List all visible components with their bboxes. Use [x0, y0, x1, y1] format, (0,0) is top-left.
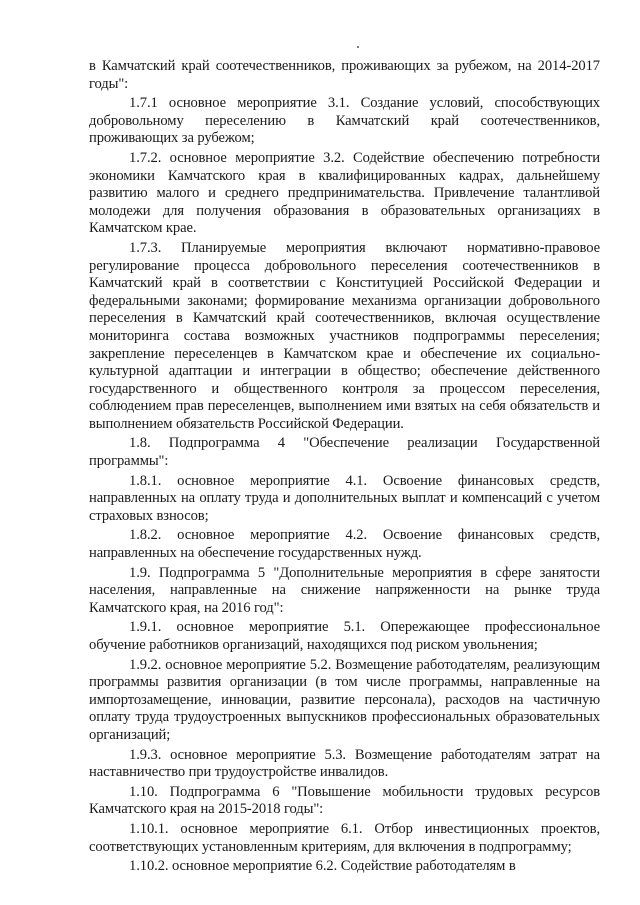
paragraph-1-10-1: 1.10.1. основное мероприятие 6.1. Отбор инвестиционных проектов, соответствующих установленным критериям, для включения в подпрограмму;	[89, 820, 600, 855]
paragraph-1-10: 1.10. Подпрограмма 6 "Повышение мобильности трудовых ресурсов Камчатского края на 2015-2018 годы":	[89, 783, 600, 818]
scan-speck	[357, 46, 359, 48]
paragraph-1-9-3: 1.9.3. основное мероприятие 5.3. Возмещение работодателям затрат на наставничество при трудоустройстве инвалидов.	[89, 746, 600, 781]
paragraph-1-8: 1.8. Подпрограмма 4 "Обеспечение реализации Государственной программы":	[89, 435, 600, 470]
paragraph-1-8-2: 1.8.2. основное мероприятие 4.2. Освоение финансовых средств, направленных на обеспечение государственных нужд.	[89, 527, 600, 562]
paragraph-1-9-2: 1.9.2. основное мероприятие 5.2. Возмещение работодателям, реализующим программы развития организации (в том числе программы, направленные на импортозамещение, инновации, развитие персонала), расходов на частичную оплату труда трудоустроенных выпускников профессиональных образовательных организаций;	[89, 656, 600, 743]
paragraph-1-7-3: 1.7.3. Планируемые мероприятия включают нормативно-правовое регулирование процесса добровольного переселения соотечественников в Камчатский край в соответствии с Конституцией Российской Федерации и федеральными законами; формирование механизма организации добровольного переселения в Камчатский край соотечественников, включая осуществление мониторинга состава возможных участников подпрограммы переселения; закрепление переселенцев в Камчатском крае и обеспечение их социально-культурной адаптации и интеграции в общество; обеспечение действенного государственного и общественного контроля за процессом переселения, соблюдением прав переселенцев, выполнением ими взятых на себя обязательств и выполнением обязательств Российской Федерации.	[89, 239, 600, 432]
paragraph-1-8-1: 1.8.1. основное мероприятие 4.1. Освоение финансовых средств, направленных на оплату труда и дополнительных выплат и компенсаций с учетом страховых взносов;	[89, 472, 600, 524]
paragraph-1-10-2: 1.10.2. основное мероприятие 6.2. Содействие работодателям в	[129, 858, 516, 875]
paragraph-1-7-2: 1.7.2. основное мероприятие 3.2. Содействие обеспечению потребности экономики Камчатского края в квалифицированных кадрах, дальнейшему развитию малого и среднего предпринимательства. Привлечение талантливой молодежи для получения образования в образовательных организациях в Камчатском крае.	[89, 149, 600, 237]
paragraph-1-9-1: 1.9.1. основное мероприятие 5.1. Опережающее профессиональное обучение работников организаций, находящихся под риском увольнения;	[89, 619, 600, 653]
paragraph-1-9: 1.9. Подпрограмма 5 "Дополнительные мероприятия в сфере занятости населения, направленные на снижение напряженности на рынке труда Камчатского края, на 2016 год":	[89, 564, 600, 616]
paragraph-1-7-1: 1.7.1 основное мероприятие 3.1. Создание условий, способствующих добровольному переселению в Камчатский край соотечественников, проживающих за рубежом;	[89, 95, 600, 147]
paragraph-continuation: в Камчатский край соотечественников, проживающих за рубежом, на 2014-2017 годы":	[89, 58, 600, 92]
